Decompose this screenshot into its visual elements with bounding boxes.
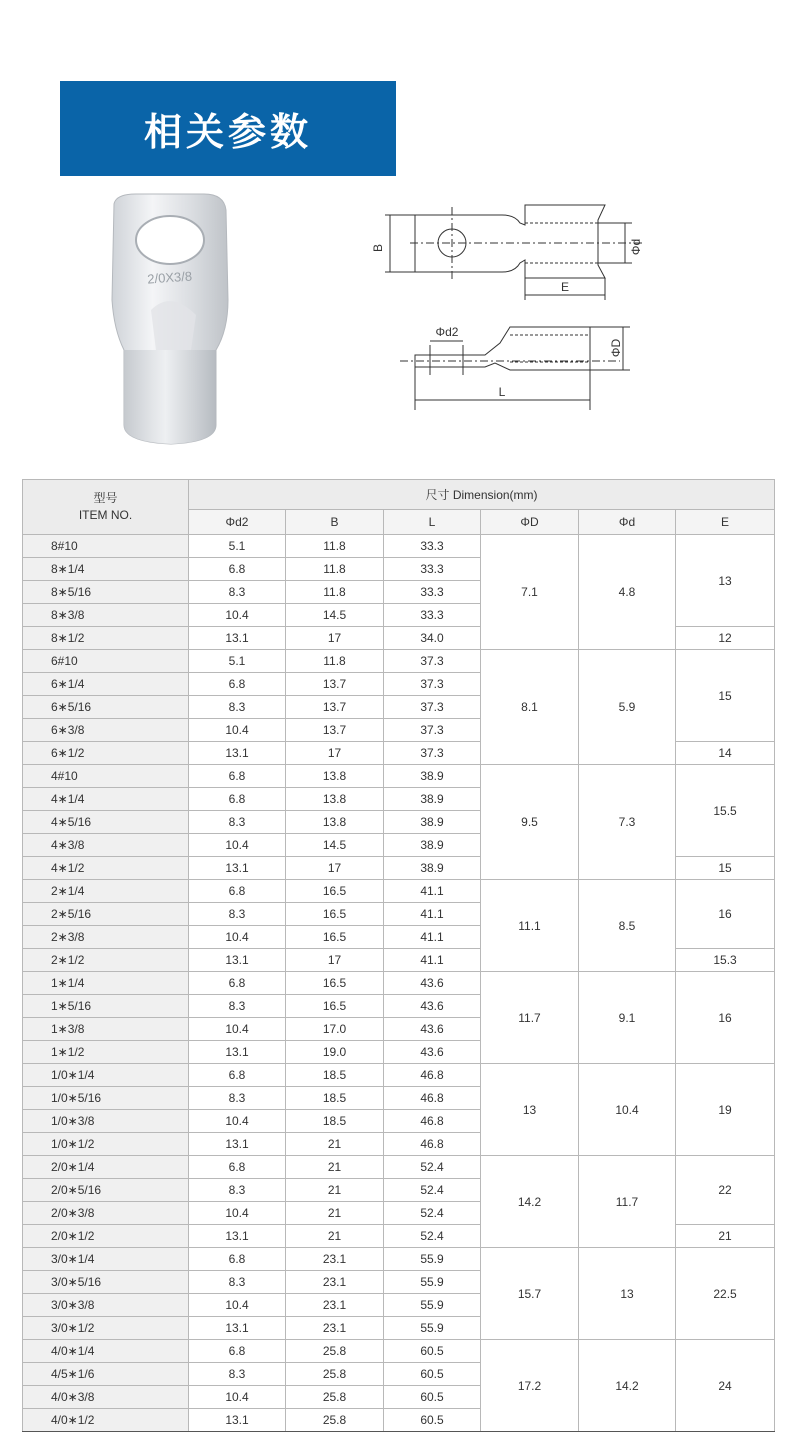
cell-L: 41.1 xyxy=(384,926,481,949)
column-header: E xyxy=(676,510,775,535)
cell-item: 4/5∗1/6 xyxy=(23,1363,189,1386)
cell-D: 9.5 xyxy=(481,765,579,880)
section-title: 相关参数 xyxy=(143,110,312,154)
cell-B: 16.5 xyxy=(286,903,384,926)
cell-d2: 10.4 xyxy=(189,1110,286,1133)
cell-D: 14.2 xyxy=(481,1156,579,1248)
cell-d2: 6.8 xyxy=(189,788,286,811)
cell-d2: 13.1 xyxy=(189,1317,286,1340)
cell-L: 52.4 xyxy=(384,1156,481,1179)
cable-lug-photo xyxy=(96,190,246,452)
cell-d2: 6.8 xyxy=(189,765,286,788)
table-row xyxy=(23,535,775,558)
cell-d2: 8.3 xyxy=(189,995,286,1018)
column-header: L xyxy=(384,510,481,535)
parameter-table xyxy=(22,479,775,1432)
cell-item: 2/0∗1/2 xyxy=(23,1225,189,1248)
cell-d2: 8.3 xyxy=(189,1363,286,1386)
cell-L: 46.8 xyxy=(384,1064,481,1087)
table-row xyxy=(23,972,775,995)
cell-E: 12 xyxy=(676,627,775,650)
cell-L: 37.3 xyxy=(384,650,481,673)
cell-item: 4/0∗3/8 xyxy=(23,1386,189,1409)
cell-B: 16.5 xyxy=(286,926,384,949)
cell-d2: 6.8 xyxy=(189,1248,286,1271)
column-header: B xyxy=(286,510,384,535)
cell-item: 1∗5/16 xyxy=(23,995,189,1018)
cell-E: 13 xyxy=(676,535,775,627)
cell-L: 33.3 xyxy=(384,558,481,581)
cell-item: 4/0∗1/4 xyxy=(23,1340,189,1363)
cell-B: 21 xyxy=(286,1179,384,1202)
cell-E: 21 xyxy=(676,1225,775,1248)
cell-B: 25.8 xyxy=(286,1340,384,1363)
cell-d2: 6.8 xyxy=(189,880,286,903)
cell-item: 8#10 xyxy=(23,535,189,558)
cell-D: 13 xyxy=(481,1064,579,1156)
cell-d: 13 xyxy=(579,1248,676,1340)
header-dimension: 尺寸 Dimension(mm) xyxy=(189,480,775,510)
cell-item: 6∗5/16 xyxy=(23,696,189,719)
table-row xyxy=(23,1156,775,1179)
header-item-en: ITEM NO. xyxy=(78,508,133,522)
cell-B: 18.5 xyxy=(286,1110,384,1133)
table-body xyxy=(23,535,775,1432)
cell-item: 4/0∗1/2 xyxy=(23,1409,189,1432)
cell-L: 46.8 xyxy=(384,1110,481,1133)
cell-d2: 10.4 xyxy=(189,926,286,949)
cell-L: 60.5 xyxy=(384,1386,481,1409)
cell-L: 37.3 xyxy=(384,673,481,696)
cell-L: 37.3 xyxy=(384,696,481,719)
cell-d2: 8.3 xyxy=(189,1271,286,1294)
cell-d: 8.5 xyxy=(579,880,676,972)
cell-B: 21 xyxy=(286,1202,384,1225)
cell-item: 4∗5/16 xyxy=(23,811,189,834)
cell-E: 15.5 xyxy=(676,765,775,857)
cell-B: 11.8 xyxy=(286,558,384,581)
cell-D: 11.7 xyxy=(481,972,579,1064)
cell-B: 14.5 xyxy=(286,834,384,857)
cell-d2: 10.4 xyxy=(189,719,286,742)
cell-d: 10.4 xyxy=(579,1064,676,1156)
label-phi-d2: Φd2 xyxy=(435,325,459,339)
cell-B: 18.5 xyxy=(286,1064,384,1087)
cell-item: 1/0∗5/16 xyxy=(23,1087,189,1110)
cell-L: 52.4 xyxy=(384,1225,481,1248)
cell-D: 17.2 xyxy=(481,1340,579,1432)
cell-L: 55.9 xyxy=(384,1271,481,1294)
cell-L: 52.4 xyxy=(384,1202,481,1225)
label-phi-D: ΦD xyxy=(609,338,623,358)
cell-L: 43.6 xyxy=(384,972,481,995)
table-row xyxy=(23,765,775,788)
cell-item: 8∗1/2 xyxy=(23,627,189,650)
cell-B: 13.8 xyxy=(286,788,384,811)
column-header: ΦD xyxy=(481,510,579,535)
table-row xyxy=(23,1340,775,1363)
cell-D: 7.1 xyxy=(481,535,579,650)
cell-E: 15 xyxy=(676,857,775,880)
cell-D: 15.7 xyxy=(481,1248,579,1340)
cell-item: 6∗3/8 xyxy=(23,719,189,742)
cell-B: 25.8 xyxy=(286,1386,384,1409)
label-E: E xyxy=(560,280,570,294)
cell-d2: 13.1 xyxy=(189,742,286,765)
cell-item: 8∗5/16 xyxy=(23,581,189,604)
cell-item: 1∗1/4 xyxy=(23,972,189,995)
cell-item: 6∗1/4 xyxy=(23,673,189,696)
cell-B: 21 xyxy=(286,1133,384,1156)
cell-B: 19.0 xyxy=(286,1041,384,1064)
cell-L: 60.5 xyxy=(384,1340,481,1363)
cell-d2: 6.8 xyxy=(189,1064,286,1087)
cell-B: 16.5 xyxy=(286,972,384,995)
cell-item: 4∗1/4 xyxy=(23,788,189,811)
section-title-banner xyxy=(60,81,396,176)
label-phi-d: Φd xyxy=(629,238,643,256)
cell-B: 18.5 xyxy=(286,1087,384,1110)
cell-d2: 13.1 xyxy=(189,1225,286,1248)
cell-E: 16 xyxy=(676,880,775,949)
cell-d: 4.8 xyxy=(579,535,676,650)
cell-L: 41.1 xyxy=(384,949,481,972)
cell-d2: 10.4 xyxy=(189,1202,286,1225)
cell-L: 38.9 xyxy=(384,857,481,880)
cell-d2: 6.8 xyxy=(189,558,286,581)
cell-item: 3/0∗5/16 xyxy=(23,1271,189,1294)
cell-E: 22 xyxy=(676,1156,775,1225)
cell-d2: 6.8 xyxy=(189,972,286,995)
cell-d2: 8.3 xyxy=(189,903,286,926)
cell-B: 14.5 xyxy=(286,604,384,627)
cell-d2: 10.4 xyxy=(189,1018,286,1041)
cell-B: 13.8 xyxy=(286,811,384,834)
product-marking: 2/0X3/8 xyxy=(146,268,193,287)
cell-B: 23.1 xyxy=(286,1294,384,1317)
cell-d2: 8.3 xyxy=(189,1179,286,1202)
header-item xyxy=(23,480,189,535)
cell-B: 17.0 xyxy=(286,1018,384,1041)
cell-d2: 13.1 xyxy=(189,949,286,972)
cell-B: 16.5 xyxy=(286,995,384,1018)
cell-item: 3/0∗1/4 xyxy=(23,1248,189,1271)
cell-E: 15 xyxy=(676,650,775,742)
cell-item: 1/0∗1/4 xyxy=(23,1064,189,1087)
cell-item: 2∗5/16 xyxy=(23,903,189,926)
cell-B: 13.7 xyxy=(286,696,384,719)
cell-B: 25.8 xyxy=(286,1363,384,1386)
cell-B: 21 xyxy=(286,1156,384,1179)
cell-item: 2∗1/4 xyxy=(23,880,189,903)
cell-E: 22.5 xyxy=(676,1248,775,1340)
cell-B: 11.8 xyxy=(286,535,384,558)
label-B: B xyxy=(371,243,385,253)
cell-B: 17 xyxy=(286,627,384,650)
cell-d: 5.9 xyxy=(579,650,676,765)
cell-item: 8∗1/4 xyxy=(23,558,189,581)
cell-L: 46.8 xyxy=(384,1087,481,1110)
cell-B: 23.1 xyxy=(286,1248,384,1271)
cell-item: 6#10 xyxy=(23,650,189,673)
cell-item: 2∗1/2 xyxy=(23,949,189,972)
table-row xyxy=(23,650,775,673)
cell-d2: 13.1 xyxy=(189,1041,286,1064)
cell-d2: 13.1 xyxy=(189,627,286,650)
cell-L: 55.9 xyxy=(384,1317,481,1340)
cell-item: 3/0∗3/8 xyxy=(23,1294,189,1317)
cell-d2: 8.3 xyxy=(189,696,286,719)
cell-B: 13.7 xyxy=(286,673,384,696)
cell-d2: 5.1 xyxy=(189,650,286,673)
cell-item: 8∗3/8 xyxy=(23,604,189,627)
cell-d2: 6.8 xyxy=(189,1156,286,1179)
cell-item: 4∗3/8 xyxy=(23,834,189,857)
cell-B: 23.1 xyxy=(286,1317,384,1340)
cell-L: 41.1 xyxy=(384,880,481,903)
cell-L: 37.3 xyxy=(384,742,481,765)
cell-B: 11.8 xyxy=(286,581,384,604)
cell-d2: 10.4 xyxy=(189,1294,286,1317)
cell-E: 15.3 xyxy=(676,949,775,972)
cell-L: 38.9 xyxy=(384,811,481,834)
cell-E: 16 xyxy=(676,972,775,1064)
cell-B: 13.8 xyxy=(286,765,384,788)
label-L: L xyxy=(498,385,506,399)
cell-L: 43.6 xyxy=(384,1018,481,1041)
cell-item: 2∗3/8 xyxy=(23,926,189,949)
table-row xyxy=(23,880,775,903)
cell-d2: 13.1 xyxy=(189,1133,286,1156)
cell-d: 11.7 xyxy=(579,1156,676,1248)
cell-B: 13.7 xyxy=(286,719,384,742)
cell-item: 1∗1/2 xyxy=(23,1041,189,1064)
cell-E: 19 xyxy=(676,1064,775,1156)
cell-B: 25.8 xyxy=(286,1409,384,1432)
cell-B: 11.8 xyxy=(286,650,384,673)
cell-d2: 10.4 xyxy=(189,1386,286,1409)
cell-L: 55.9 xyxy=(384,1294,481,1317)
cell-item: 2/0∗5/16 xyxy=(23,1179,189,1202)
table-row xyxy=(23,1064,775,1087)
cell-L: 33.3 xyxy=(384,581,481,604)
cell-item: 3/0∗1/2 xyxy=(23,1317,189,1340)
technical-drawing xyxy=(370,195,670,425)
cell-d2: 13.1 xyxy=(189,857,286,880)
cell-d2: 8.3 xyxy=(189,581,286,604)
cell-L: 43.6 xyxy=(384,995,481,1018)
cell-D: 8.1 xyxy=(481,650,579,765)
cell-L: 52.4 xyxy=(384,1179,481,1202)
cell-L: 43.6 xyxy=(384,1041,481,1064)
cell-D: 11.1 xyxy=(481,880,579,972)
column-header: Φd2 xyxy=(189,510,286,535)
header-item-cn: 型号 xyxy=(93,491,118,505)
column-header: Φd xyxy=(579,510,676,535)
cell-B: 17 xyxy=(286,949,384,972)
cell-item: 1∗3/8 xyxy=(23,1018,189,1041)
cell-item: 4∗1/2 xyxy=(23,857,189,880)
cell-item: 1/0∗1/2 xyxy=(23,1133,189,1156)
cell-E: 14 xyxy=(676,742,775,765)
cell-B: 16.5 xyxy=(286,880,384,903)
cell-L: 38.9 xyxy=(384,765,481,788)
cell-L: 38.9 xyxy=(384,788,481,811)
cell-d: 7.3 xyxy=(579,765,676,880)
cell-item: 2/0∗1/4 xyxy=(23,1156,189,1179)
cell-d: 9.1 xyxy=(579,972,676,1064)
cell-L: 60.5 xyxy=(384,1409,481,1432)
cell-E: 24 xyxy=(676,1340,775,1432)
cell-L: 34.0 xyxy=(384,627,481,650)
cell-item: 1/0∗3/8 xyxy=(23,1110,189,1133)
cell-L: 46.8 xyxy=(384,1133,481,1156)
cell-L: 55.9 xyxy=(384,1248,481,1271)
cell-d2: 8.3 xyxy=(189,811,286,834)
cell-d2: 10.4 xyxy=(189,604,286,627)
cell-B: 21 xyxy=(286,1225,384,1248)
cell-B: 17 xyxy=(286,742,384,765)
cell-L: 38.9 xyxy=(384,834,481,857)
table-row xyxy=(23,1248,775,1271)
cell-d2: 5.1 xyxy=(189,535,286,558)
cell-L: 33.3 xyxy=(384,535,481,558)
cell-d2: 13.1 xyxy=(189,1409,286,1432)
cell-item: 4#10 xyxy=(23,765,189,788)
cell-d2: 10.4 xyxy=(189,834,286,857)
cell-L: 37.3 xyxy=(384,719,481,742)
cell-B: 17 xyxy=(286,857,384,880)
cell-L: 60.5 xyxy=(384,1363,481,1386)
cell-d: 14.2 xyxy=(579,1340,676,1432)
cell-item: 6∗1/2 xyxy=(23,742,189,765)
cell-item: 2/0∗3/8 xyxy=(23,1202,189,1225)
cell-L: 33.3 xyxy=(384,604,481,627)
cell-d2: 8.3 xyxy=(189,1087,286,1110)
cell-L: 41.1 xyxy=(384,903,481,926)
cell-d2: 6.8 xyxy=(189,673,286,696)
cell-B: 23.1 xyxy=(286,1271,384,1294)
cell-d2: 6.8 xyxy=(189,1340,286,1363)
